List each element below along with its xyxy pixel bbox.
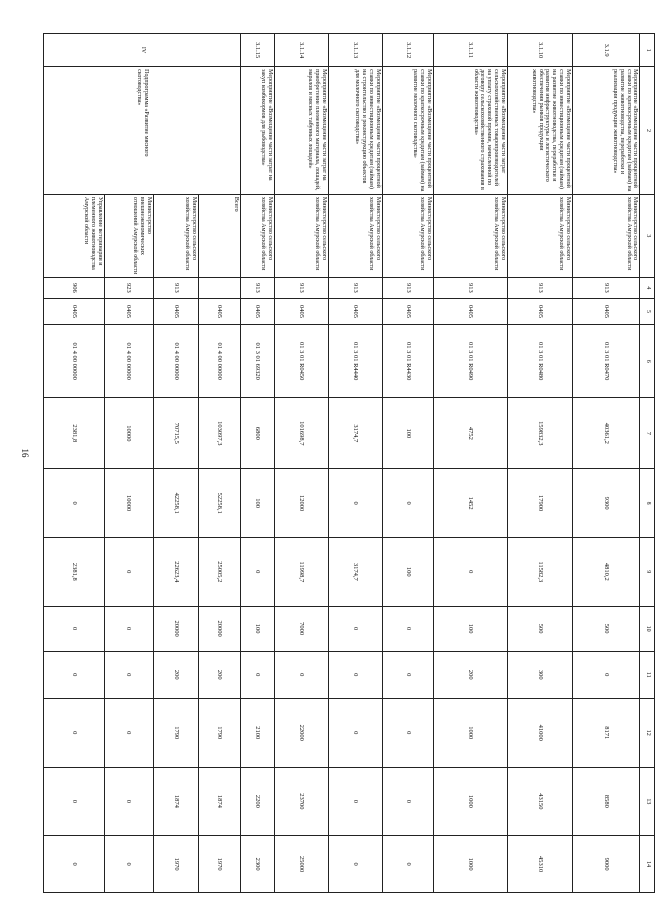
table-cell: 3.1.9 — [573, 34, 640, 67]
table-cell: 01 4 00 00000 — [198, 325, 241, 398]
table-cell: 4810,2 — [573, 537, 640, 606]
table-cell: 0 — [104, 836, 153, 893]
table-cell: Министерство сельского хозяйства Амурской области — [274, 194, 328, 277]
table-cell: 1790 — [153, 698, 198, 767]
table-cell: 1452 — [434, 469, 508, 538]
table-cell: 0 — [44, 836, 105, 893]
budget-table — [43, 33, 655, 893]
table-cell: 0 — [328, 836, 382, 893]
table-cell: Министерство сельского хозяйства Амурской области — [241, 194, 275, 277]
column-number-cell: 7 — [640, 398, 655, 469]
table-cell: Управление ветеринарии и племенного животноводства Амурской области — [44, 194, 105, 277]
table-cell: 01 3 01 R0450 — [274, 325, 328, 398]
table-cell: 100 — [382, 398, 434, 469]
table-cell: 1000 — [434, 836, 508, 893]
table-cell: 43150 — [508, 767, 573, 836]
table-cell: 913 — [241, 277, 275, 298]
table-cell: 4752 — [434, 398, 508, 469]
table-cell: 200 — [434, 651, 508, 698]
table-cell: Министерство сельского хозяйства Амурской области — [508, 194, 573, 277]
table-cell: Мероприятие «Возмещение части процентной ставки по краткосрочным кредитам (займам) на развитие животноводства, переработки и реализации продукции животноводства» — [573, 67, 640, 195]
table-cell: 1000 — [434, 767, 508, 836]
table-cell: 0405 — [241, 299, 275, 325]
table-cell: 913 — [274, 277, 328, 298]
table-cell: 42258,1 — [153, 469, 198, 538]
table-cell: 0 — [328, 767, 382, 836]
table-cell: 101698,7 — [274, 398, 328, 469]
table-cell: 8580 — [573, 767, 640, 836]
table-cell: 01 3 01 R4440 — [328, 325, 382, 398]
table-cell: 0405 — [573, 299, 640, 325]
table-cell: 41000 — [508, 698, 573, 767]
table-cell: 10000 — [104, 469, 153, 538]
table-cell: 0 — [44, 651, 105, 698]
table-cell: 3174,7 — [328, 537, 382, 606]
table-cell: 01 4 00 00000 — [44, 325, 105, 398]
table-row — [573, 34, 640, 893]
table-cell: 0405 — [104, 299, 153, 325]
table-cell: 2381,8 — [44, 398, 105, 469]
column-number-cell: 1 — [640, 34, 655, 67]
table-cell: 0 — [382, 836, 434, 893]
table-cell: 159832,3 — [508, 398, 573, 469]
column-number-cell: 8 — [640, 469, 655, 538]
table-cell: 0 — [44, 606, 105, 651]
table-cell: 0 — [44, 469, 105, 538]
table-cell: 0 — [382, 469, 434, 538]
table-cell: 2100 — [241, 698, 275, 767]
table-cell: 913 — [508, 277, 573, 298]
table-cell: 3.1.15 — [241, 34, 275, 67]
table-cell: 1790 — [198, 698, 241, 767]
table-row — [274, 34, 328, 893]
table-cell: 0405 — [382, 299, 434, 325]
table-cell: 0 — [382, 767, 434, 836]
table-row — [434, 34, 508, 893]
table-cell: 17900 — [508, 469, 573, 538]
table-cell: Министерство сельского хозяйства Амурской области — [382, 194, 434, 277]
table-cell: 3.1.13 — [328, 34, 382, 67]
table-cell: 0 — [104, 537, 153, 606]
table-cell: 52258,1 — [198, 469, 241, 538]
table-cell: 3.1.10 — [508, 34, 573, 67]
column-number-cell: 3 — [640, 194, 655, 277]
page-number: 16 — [20, 448, 30, 458]
table-cell: 1000 — [434, 698, 508, 767]
column-number-cell: 10 — [640, 606, 655, 651]
header-row — [640, 34, 655, 893]
section-number-cell: IV — [44, 34, 241, 67]
table-cell: Мероприятие «Возмещение части процентной ставки по краткосрочным кредитам (займам) на развитие молочного скотоводства» — [382, 67, 434, 195]
column-number-cell: 2 — [640, 67, 655, 195]
table-cell: 913 — [328, 277, 382, 298]
table-cell: 0 — [104, 698, 153, 767]
table-cell: 20000 — [198, 606, 241, 651]
table-cell: 0 — [328, 651, 382, 698]
table-row — [382, 34, 434, 893]
table-cell: 200 — [153, 651, 198, 698]
table-cell: 11998,7 — [274, 537, 328, 606]
table-cell: Министерство сельского хозяйства Амурской области — [573, 194, 640, 277]
table-cell: 0405 — [434, 299, 508, 325]
table-cell: Мероприятие «Возмещение части затрат сельскохозяйственных товаропроизводителей на уплату страховой премии, начисленной по договору сельскохозяйственного страхования в области животноводства» — [434, 67, 508, 195]
table-cell: 0 — [328, 606, 382, 651]
table-cell: 40361,2 — [573, 398, 640, 469]
table-cell: 70715,5 — [153, 398, 198, 469]
table-cell: 913 — [434, 277, 508, 298]
table-cell: 913 — [573, 277, 640, 298]
table-cell: Министерство внешнеэкономических отношений Амурской области — [104, 194, 153, 277]
table-cell: 0 — [274, 651, 328, 698]
table-cell: Мероприятие «Возмещение части процентной ставки по инвестиционным кредитам (займам) на развитие животноводства, переработки и развития инфраструктуры и логистического обеспечения рынков продукции животноводства» — [508, 67, 573, 195]
table-cell: 0405 — [153, 299, 198, 325]
table-cell: 500 — [508, 606, 573, 651]
section-row — [198, 34, 241, 893]
table-cell: 01 3 01 R0470 — [573, 325, 640, 398]
table-cell: 01 3 01 69320 — [241, 325, 275, 398]
section-title-cell: Подпрограмма «Развитие мясного скотоводства» — [44, 67, 241, 195]
rotated-page — [0, 33, 655, 873]
table-cell: 01 3 01 R0490 — [434, 325, 508, 398]
table-cell — [198, 277, 241, 298]
table-cell: 23700 — [274, 767, 328, 836]
table-cell: Мероприятие «Возмещение части затрат на приобретение племенного материала, лошадей, маралов и мясных табунных лошадей» — [274, 67, 328, 195]
table-cell: 913 — [153, 277, 198, 298]
table-cell: 9000 — [573, 836, 640, 893]
column-number-cell: 5 — [640, 299, 655, 325]
table-cell: 0 — [241, 651, 275, 698]
column-number-cell: 4 — [640, 277, 655, 298]
table-row — [508, 34, 573, 893]
table-cell: 913 — [382, 277, 434, 298]
table-cell: 9300 — [573, 469, 640, 538]
table-cell: 22000 — [274, 698, 328, 767]
table-cell: 3.1.14 — [274, 34, 328, 67]
table-cell: 3174,7 — [328, 398, 382, 469]
table-cell: 6800 — [241, 398, 275, 469]
column-number-cell: 9 — [640, 537, 655, 606]
table-cell: 103097,3 — [198, 398, 241, 469]
table-cell: 500 — [573, 606, 640, 651]
table-cell: 1970 — [153, 836, 198, 893]
table-cell: 2381,8 — [44, 537, 105, 606]
table-cell: 1970 — [198, 836, 241, 893]
column-number-cell: 11 — [640, 651, 655, 698]
table-cell: 100 — [241, 606, 275, 651]
table-cell: 45310 — [508, 836, 573, 893]
table-cell: 10000 — [104, 398, 153, 469]
table-cell: 0405 — [44, 299, 105, 325]
column-number-cell: 12 — [640, 698, 655, 767]
table-cell: Всего — [198, 194, 241, 277]
table-cell: 0405 — [328, 299, 382, 325]
table-cell: 2200 — [241, 767, 275, 836]
table-cell: 0405 — [274, 299, 328, 325]
table-cell: 01 4 00 00000 — [153, 325, 198, 398]
table-row — [328, 34, 382, 893]
table-cell: 25000 — [274, 836, 328, 893]
table-cell: Мероприятие «Возмещение части затрат на закуп комбикормов для рыбоводства» — [241, 67, 275, 195]
table-cell: Мероприятие «Возмещение части процентной ставки по инвестиционным кредитам (займам) на строительство и реконструкцию объектов для молочного скотоводства» — [328, 67, 382, 195]
table-cell: 0 — [328, 698, 382, 767]
table-cell: 01 3 01 R4430 — [382, 325, 434, 398]
table-cell: 0 — [44, 767, 105, 836]
table-cell: 22623,4 — [153, 537, 198, 606]
table-cell: 01 4 00 00000 — [104, 325, 153, 398]
table-cell: 01 3 01 R0480 — [508, 325, 573, 398]
table-cell: 100 — [241, 469, 275, 538]
table-cell: Министерство сельского хозяйства Амурской области — [434, 194, 508, 277]
table-cell: 8171 — [573, 698, 640, 767]
column-number-cell: 6 — [640, 325, 655, 398]
table-cell: 0 — [382, 606, 434, 651]
table-cell: 0 — [434, 537, 508, 606]
table-cell: 0 — [573, 651, 640, 698]
table-cell: 0 — [241, 537, 275, 606]
table-cell: 0 — [382, 698, 434, 767]
table-cell: 100 — [382, 537, 434, 606]
column-number-cell: 13 — [640, 767, 655, 836]
table-cell: 100 — [434, 606, 508, 651]
table-cell: 300 — [508, 651, 573, 698]
table-cell: 0 — [44, 698, 105, 767]
table-cell: Министерство сельского хозяйства Амурской области — [328, 194, 382, 277]
table-cell: 3.1.11 — [434, 34, 508, 67]
table-cell: 0 — [104, 606, 153, 651]
table-cell: 20000 — [153, 606, 198, 651]
table-cell: 25005,2 — [198, 537, 241, 606]
table-cell: 0 — [328, 469, 382, 538]
table-row — [241, 34, 275, 893]
table-cell: 0 — [104, 651, 153, 698]
table-cell: Министерство сельского хозяйства Амурской области — [153, 194, 198, 277]
table-cell: 1874 — [153, 767, 198, 836]
table-cell: 12000 — [274, 469, 328, 538]
table-cell: 923 — [104, 277, 153, 298]
table-cell: 11582,3 — [508, 537, 573, 606]
table-cell: 0405 — [508, 299, 573, 325]
table-cell: 200 — [198, 651, 241, 698]
table-cell: 906 — [44, 277, 105, 298]
column-number-cell: 14 — [640, 836, 655, 893]
table-cell: 1874 — [198, 767, 241, 836]
table-cell: 3.1.12 — [382, 34, 434, 67]
table-cell: 0 — [104, 767, 153, 836]
table-cell: 0405 — [198, 299, 241, 325]
table-cell: 7000 — [274, 606, 328, 651]
table-cell: 2300 — [241, 836, 275, 893]
table-cell: 0 — [382, 651, 434, 698]
